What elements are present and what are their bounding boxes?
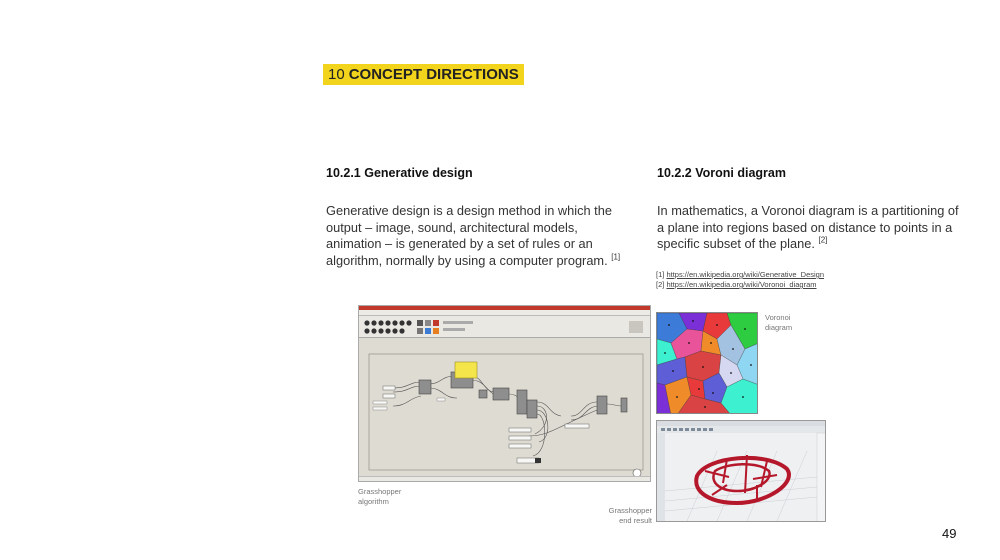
ref-mark: [1] xyxy=(611,252,621,262)
grasshopper-end-result-screenshot xyxy=(656,420,826,522)
chapter-heading xyxy=(323,64,524,85)
reference-item: [2] https://en.wikipedia.org/wiki/Voronoi_diagram xyxy=(656,280,817,289)
section-heading-generative-design: 10.2.1 Generative design xyxy=(326,166,473,180)
caption-grasshopper-end-result: Grasshopper end result xyxy=(608,506,652,525)
body-line: algorithm, normally by using a computer program. [1] xyxy=(326,252,621,268)
ref-mark: [2] xyxy=(818,235,828,245)
status-bar xyxy=(359,476,650,481)
voronoi-cells xyxy=(657,313,758,414)
page-number: 49 xyxy=(942,526,957,541)
body-line: a plane into regions based on distance to points in a xyxy=(657,219,953,235)
body-line: specific subset of the plane. [2] xyxy=(657,235,828,251)
chapter-number: 10 xyxy=(328,66,345,83)
reference-link[interactable]: https://en.wikipedia.org/wiki/Generative_Design xyxy=(666,270,825,279)
caption-grasshopper-algorithm: Grasshopper algorithm xyxy=(358,487,402,506)
reference-item: [1] https://en.wikipedia.org/wiki/Generative_Design xyxy=(656,270,825,279)
section-body-voronoi-diagram xyxy=(657,203,959,253)
node-canvas[interactable] xyxy=(359,306,651,482)
rhino-viewport xyxy=(657,421,826,522)
caption-voronoi-diagram: Voronoi diagram xyxy=(765,313,793,332)
references xyxy=(656,270,824,290)
section-heading-voronoi-diagram: 10.2.2 Voroni diagram xyxy=(657,166,786,180)
grasshopper-algorithm-screenshot xyxy=(358,305,651,482)
body-line: animation – is generated by a set of rules or an xyxy=(326,236,593,251)
reference-link[interactable]: https://en.wikipedia.org/wiki/Voronoi_diagram xyxy=(666,280,817,289)
body-line: output – image, sound, architectural models, xyxy=(326,219,578,235)
body-line: Generative design is a design method in which the xyxy=(326,203,612,218)
voronoi-diagram-image xyxy=(656,312,758,414)
section-body-generative-design xyxy=(326,203,620,269)
chapter-title: CONCEPT DIRECTIONS xyxy=(348,66,519,83)
body-line: In mathematics, a Voronoi diagram is a partitioning of xyxy=(657,203,959,218)
